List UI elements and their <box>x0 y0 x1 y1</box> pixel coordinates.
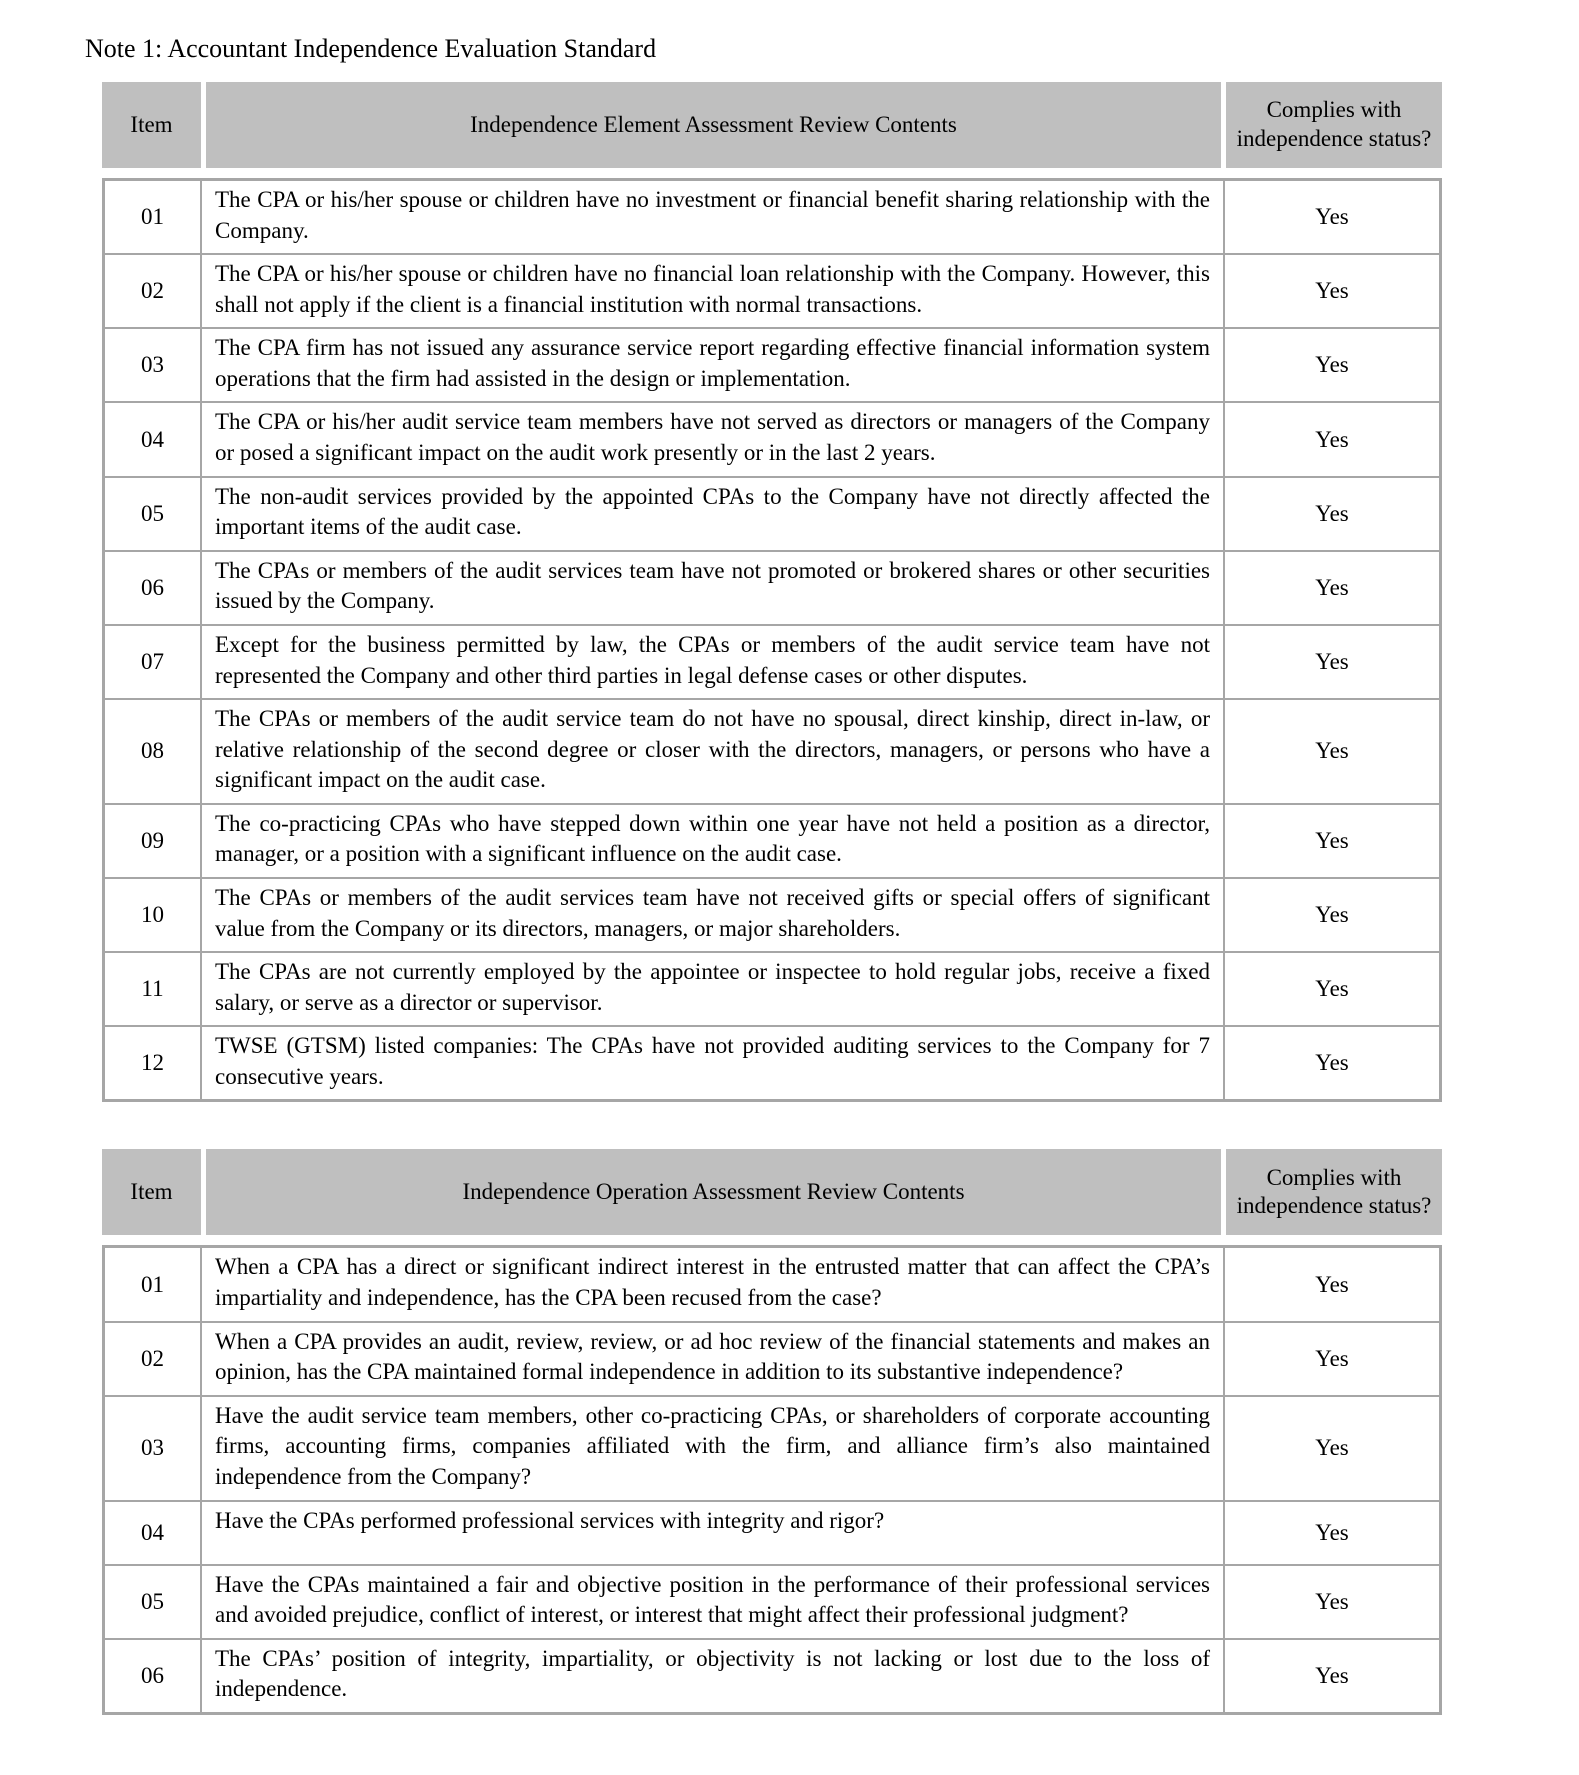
status-cell: Yes <box>1315 1519 1349 1545</box>
contents-cell: TWSE (GTSM) listed companies: The CPAs have not provided auditing services to the Company for 7 consecutive years. <box>202 1027 1225 1099</box>
table-row <box>105 1248 1439 1320</box>
table-row <box>105 1638 1439 1712</box>
status-cell: Yes <box>1315 649 1349 675</box>
table-row <box>105 1025 1439 1099</box>
item-cell: 04 <box>105 1502 202 1564</box>
contents-cell: The CPAs are not currently employed by the appointee or inspectee to hold regular jobs, receive a fixed salary, or serve as a director or supervisor. <box>202 953 1225 1025</box>
item-cell: 07 <box>105 626 202 698</box>
header-cell-status: Complies with independence status? <box>1226 82 1442 168</box>
status-cell: Yes <box>1315 426 1349 452</box>
header-cell-contents: Independence Operation Assessment Review Contents <box>206 1149 1221 1235</box>
contents-cell: Have the audit service team members, other co-practicing CPAs, or shareholders of corporate accounting firms, accounting firms, companies affiliated with the firm, and alliance firm’s also maintained independence from the Company? <box>202 1397 1225 1500</box>
contents-cell: The CPAs or members of the audit services team have not received gifts or special offers of significant value from the Company or its directors, managers, or major shareholders. <box>202 879 1225 951</box>
table-row <box>105 1321 1439 1395</box>
table-row <box>105 327 1439 401</box>
contents-cell: Have the CPAs performed professional services with integrity and rigor? <box>202 1502 1225 1564</box>
item-cell: 11 <box>105 953 202 1025</box>
status-cell: Yes <box>1315 1345 1349 1371</box>
table-row <box>105 181 1439 253</box>
contents-cell: The CPA firm has not issued any assurance service report regarding effective financial information system operations that the firm had assisted in the design or implementation. <box>202 329 1225 401</box>
item-cell: 05 <box>105 478 202 550</box>
table-row <box>105 253 1439 327</box>
item-cell: 02 <box>105 255 202 327</box>
status-cell: Yes <box>1315 204 1349 230</box>
item-cell: 12 <box>105 1027 202 1099</box>
status-cell: Yes <box>1315 352 1349 378</box>
element-assessment-table <box>102 82 1442 1102</box>
operation-assessment-header-row <box>102 1149 1442 1235</box>
contents-cell: The CPA or his/her spouse or children have no investment or financial benefit sharing relationship with the Company. <box>202 181 1225 253</box>
status-cell: Yes <box>1315 1588 1349 1614</box>
contents-cell: When a CPA has a direct or significant indirect interest in the entrusted matter that can affect the CPA’s impartiality and independence, has the CPA been recused from the case? <box>202 1248 1225 1320</box>
contents-cell: The CPAs’ position of integrity, impartiality, or objectivity is not lacking or lost due to the loss of independence. <box>202 1640 1225 1712</box>
contents-cell: The CPA or his/her spouse or children have no financial loan relationship with the Company. However, this shall not apply if the client is a financial institution with normal transactions. <box>202 255 1225 327</box>
item-cell: 02 <box>105 1323 202 1395</box>
item-cell: 01 <box>105 1248 202 1320</box>
status-cell: Yes <box>1315 976 1349 1002</box>
operation-assessment-table <box>102 1149 1442 1714</box>
header-cell-item: Item <box>102 82 201 168</box>
operation-assessment-body <box>102 1245 1442 1714</box>
status-cell: Yes <box>1315 902 1349 928</box>
contents-cell: The non-audit services provided by the appointed CPAs to the Company have not directly affected the important items of the audit case. <box>202 478 1225 550</box>
header-cell-contents: Independence Element Assessment Review Contents <box>206 82 1221 168</box>
item-cell: 06 <box>105 1640 202 1712</box>
status-cell: Yes <box>1315 500 1349 526</box>
table-row <box>105 1500 1439 1564</box>
status-cell: Yes <box>1315 278 1349 304</box>
contents-cell: The CPAs or members of the audit services team have not promoted or brokered shares or other securities issued by the Company. <box>202 552 1225 624</box>
item-cell: 05 <box>105 1566 202 1638</box>
table-row <box>105 624 1439 698</box>
status-cell: Yes <box>1315 1271 1349 1297</box>
page-title: Note 1: Accountant Independence Evaluation Standard <box>85 34 657 63</box>
status-cell: Yes <box>1315 1050 1349 1076</box>
item-cell: 10 <box>105 879 202 951</box>
contents-cell: When a CPA provides an audit, review, review, or ad hoc review of the financial statements and makes an opinion, has the CPA maintained formal independence in addition to its substantive independence? <box>202 1323 1225 1395</box>
item-cell: 09 <box>105 805 202 877</box>
header-cell-item: Item <box>102 1149 201 1235</box>
table-row <box>105 803 1439 877</box>
element-assessment-header-row <box>102 82 1442 168</box>
item-cell: 03 <box>105 1397 202 1500</box>
item-cell: 01 <box>105 181 202 253</box>
table-row <box>105 698 1439 803</box>
status-cell: Yes <box>1315 1662 1349 1688</box>
status-cell: Yes <box>1315 738 1349 764</box>
element-assessment-body <box>102 178 1442 1102</box>
item-cell: 08 <box>105 700 202 803</box>
status-cell: Yes <box>1315 1435 1349 1461</box>
contents-cell: Have the CPAs maintained a fair and objective position in the performance of their professional services and avoided prejudice, conflict of interest, or interest that might affect their professional judgment? <box>202 1566 1225 1638</box>
status-cell: Yes <box>1315 827 1349 853</box>
table-row <box>105 1395 1439 1500</box>
item-cell: 06 <box>105 552 202 624</box>
table-row <box>105 550 1439 624</box>
contents-cell: The CPAs or members of the audit service team do not have no spousal, direct kinship, direct in-law, or relative relationship of the second degree or closer with the directors, managers, or persons who have a significant impact on the audit case. <box>202 700 1225 803</box>
table-row <box>105 951 1439 1025</box>
item-cell: 04 <box>105 403 202 475</box>
table-row <box>105 877 1439 951</box>
contents-cell: The CPA or his/her audit service team members have not served as directors or managers of the Company or posed a significant impact on the audit work presently or in the last 2 years. <box>202 403 1225 475</box>
header-cell-status: Complies with independence status? <box>1226 1149 1442 1235</box>
table-row <box>105 1564 1439 1638</box>
item-cell: 03 <box>105 329 202 401</box>
table-row <box>105 476 1439 550</box>
contents-cell: The co-practicing CPAs who have stepped down within one year have not held a position as a director, manager, or a position with a significant influence on the audit case. <box>202 805 1225 877</box>
status-cell: Yes <box>1315 574 1349 600</box>
table-row <box>105 401 1439 475</box>
contents-cell: Except for the business permitted by law, the CPAs or members of the audit service team have not represented the Company and other third parties in legal defense cases or other disputes. <box>202 626 1225 698</box>
